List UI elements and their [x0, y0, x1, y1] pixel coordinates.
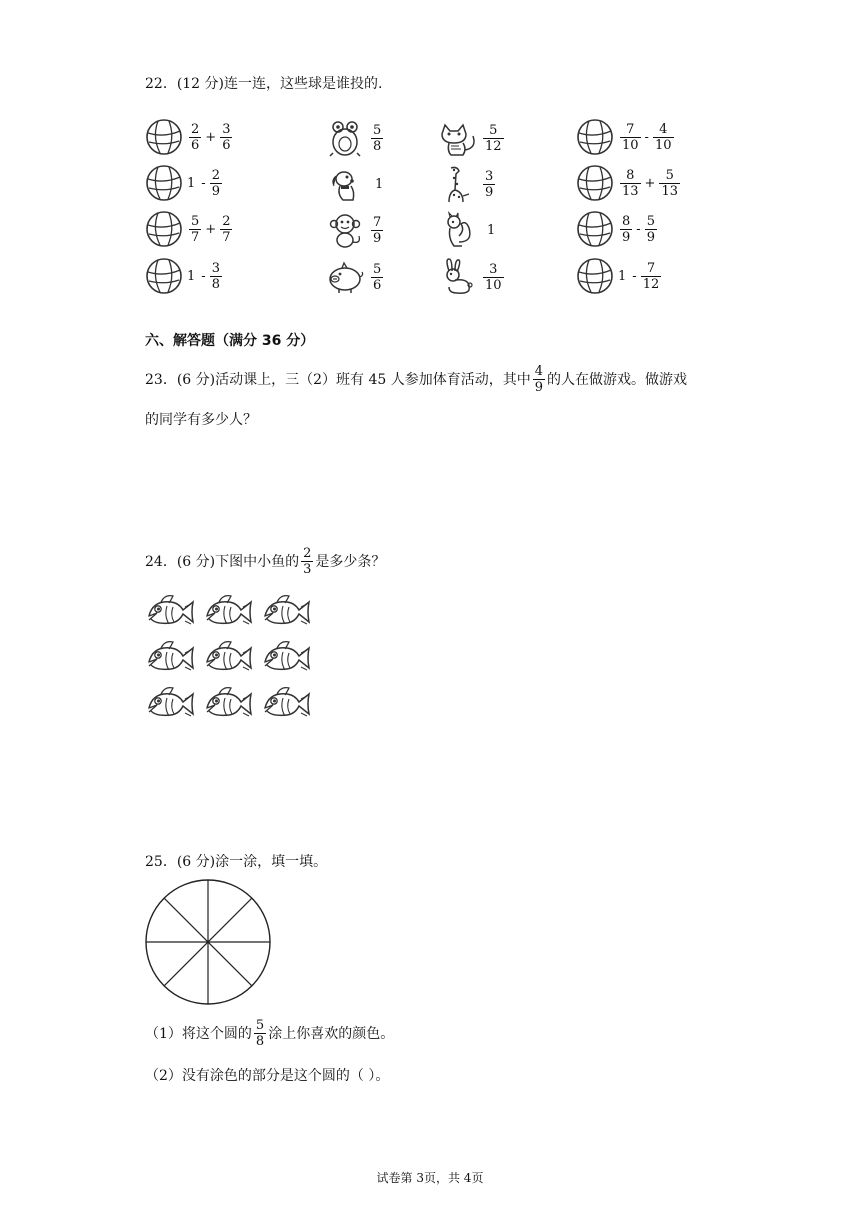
fraction-numerator: 2	[211, 167, 220, 183]
fraction-numerator: 5	[646, 213, 655, 229]
expr-fraction	[220, 122, 232, 153]
fish-icon	[203, 592, 253, 638]
expr-fraction	[641, 261, 662, 292]
q24-question	[145, 546, 385, 577]
animal-item[interactable]	[325, 118, 385, 158]
fish	[203, 592, 253, 642]
ball-item-right[interactable]	[576, 257, 663, 295]
fraction-denominator: 8	[211, 276, 220, 292]
expr-fraction	[220, 214, 232, 245]
fraction-numerator: 7	[626, 121, 635, 137]
q24-fraction	[301, 546, 313, 577]
fraction-numerator: 2	[303, 546, 312, 561]
operator: -	[644, 129, 649, 145]
fish	[203, 638, 253, 688]
animal-item[interactable]	[325, 164, 383, 204]
fraction-denominator: 13	[622, 183, 639, 199]
fraction-denominator: 9	[373, 230, 382, 246]
operator: -	[636, 221, 641, 237]
expr-integer: 1	[187, 175, 196, 191]
fraction-denominator: 10	[485, 277, 502, 293]
fraction-numerator: 4	[659, 121, 668, 137]
fraction-denominator: 10	[654, 137, 672, 153]
dog-icon	[325, 164, 365, 204]
expr-fraction	[210, 261, 222, 292]
q23-text-after: 的人在做游戏。做游戏	[547, 371, 687, 388]
expr-fraction	[620, 214, 632, 245]
fraction-denominator: 9	[534, 380, 543, 395]
basketball-icon	[145, 164, 183, 202]
expr-fraction	[189, 214, 201, 245]
divided-circle	[143, 877, 273, 1007]
q25-item1-before: （1）将这个圆的	[145, 1025, 252, 1042]
expr-fraction	[620, 168, 641, 199]
ball-item-right[interactable]	[576, 210, 659, 248]
fish-icon	[261, 638, 311, 684]
giraffe-icon	[437, 164, 477, 204]
fish-grid	[145, 592, 315, 732]
monkey-icon	[325, 210, 365, 250]
fraction-numerator: 5	[665, 167, 674, 183]
fish-icon	[261, 684, 311, 730]
fraction-numerator: 8	[622, 213, 631, 229]
fish-icon	[203, 638, 253, 684]
fish	[203, 684, 253, 734]
fraction-numerator: 3	[485, 168, 494, 184]
animal-item[interactable]	[437, 257, 506, 297]
fraction-denominator: 7	[222, 229, 231, 245]
fraction-numerator: 2	[222, 213, 231, 229]
expr-fraction	[620, 122, 641, 153]
fish-icon	[203, 684, 253, 730]
fraction-numerator: 5	[373, 122, 382, 138]
fraction-denominator: 12	[642, 276, 660, 292]
squirrel-icon	[437, 210, 477, 250]
fraction-numerator: 5	[489, 122, 498, 138]
fraction-numerator: 3	[211, 260, 220, 276]
operator: +	[644, 175, 656, 191]
rabbit-icon	[437, 257, 477, 297]
animal-fraction	[371, 123, 383, 154]
expr-fraction	[189, 122, 201, 153]
q25-fraction	[254, 1018, 266, 1049]
animal-item[interactable]	[325, 210, 385, 250]
fish-icon	[145, 684, 195, 730]
animal-item[interactable]	[325, 257, 385, 297]
fraction-numerator: 2	[191, 121, 200, 137]
fraction-denominator: 6	[222, 137, 231, 153]
operator: -	[201, 268, 206, 284]
q24-text-before: 24．(6 分)下图中小鱼的	[145, 553, 300, 570]
fraction-denominator: 8	[255, 1034, 265, 1049]
basketball-icon	[145, 210, 183, 248]
fraction-numerator: 5	[191, 213, 200, 229]
fish-icon	[145, 638, 195, 684]
fraction-denominator: 9	[211, 183, 220, 199]
animal-fraction	[483, 123, 504, 154]
q23-line2: 的同学有多少人？	[145, 412, 257, 428]
basketball-icon	[576, 257, 614, 295]
operator: +	[205, 221, 217, 237]
ball-item-left[interactable]	[145, 257, 224, 295]
fraction-denominator: 7	[191, 229, 200, 245]
page-footer: 试卷第 3页，共 4页	[376, 1171, 484, 1185]
ball-item-right[interactable]	[576, 164, 682, 202]
fraction-denominator: 10	[622, 137, 639, 153]
animal-item[interactable]	[437, 118, 506, 158]
animal-fraction	[483, 262, 504, 293]
animal-integer: 1	[487, 222, 496, 238]
expr-fraction	[645, 214, 657, 245]
basketball-icon	[576, 210, 614, 248]
animal-integer: 1	[375, 176, 384, 192]
frog-icon	[325, 118, 365, 158]
fish	[145, 684, 195, 734]
q22-title: 22．(12 分)连一连，这些球是谁投的.	[145, 76, 383, 92]
fraction-numerator: 3	[222, 121, 231, 137]
fraction-denominator: 6	[373, 277, 382, 293]
expr-fraction	[659, 168, 680, 199]
q23-text-before: 23．(6 分)活动课上，三（2）班有 45 人参加体育活动，其中	[145, 371, 531, 388]
q23-fraction	[533, 364, 545, 395]
ball-item-left[interactable]	[145, 164, 224, 202]
fraction-numerator: 5	[255, 1018, 265, 1033]
expr-integer: 1	[618, 268, 627, 284]
pig-icon	[325, 257, 365, 297]
section-heading: 六、解答题（满分 36 分）	[145, 333, 315, 349]
animal-item[interactable]	[437, 164, 497, 204]
fraction-denominator: 3	[303, 562, 312, 577]
q23-line1	[145, 364, 687, 395]
fish	[145, 592, 195, 642]
animal-fraction	[483, 169, 495, 200]
ball-item-left[interactable]	[145, 118, 234, 156]
fraction-denominator: 13	[661, 183, 678, 199]
q24-text-after: 是多少条？	[315, 553, 386, 570]
fraction-numerator: 7	[373, 214, 382, 230]
q25-title: 25．(6 分)涂一涂，填一填。	[145, 854, 328, 870]
operator: +	[205, 129, 217, 145]
q25-item1-after: 涂上你喜欢的颜色。	[268, 1025, 395, 1042]
ball-item-left[interactable]	[145, 210, 234, 248]
fraction-numerator: 5	[373, 261, 382, 277]
fraction-denominator: 9	[622, 229, 631, 245]
fraction-denominator: 12	[485, 138, 502, 154]
fraction-numerator: 3	[489, 261, 498, 277]
fraction-numerator: 7	[646, 260, 656, 276]
animal-fraction	[371, 215, 383, 246]
fraction-denominator: 8	[373, 138, 382, 154]
fish	[261, 592, 311, 642]
basketball-icon	[576, 118, 614, 156]
ball-item-right[interactable]	[576, 118, 676, 156]
expr-fraction	[210, 168, 222, 199]
animal-item[interactable]	[437, 210, 495, 250]
expr-fraction	[653, 122, 674, 153]
q25-item2: （2）没有涂色的部分是这个圆的（ ）。	[145, 1068, 390, 1084]
fraction-denominator: 6	[191, 137, 200, 153]
fraction-denominator: 9	[485, 184, 494, 200]
expr-integer: 1	[187, 268, 196, 284]
fish	[145, 638, 195, 688]
operator: -	[632, 268, 637, 284]
fraction-numerator: 8	[626, 167, 635, 183]
cat-icon	[437, 118, 477, 158]
basketball-icon	[145, 257, 183, 295]
basketball-icon	[576, 164, 614, 202]
fish	[261, 684, 311, 734]
fraction-numerator: 4	[534, 364, 543, 379]
animal-fraction	[371, 262, 383, 293]
fish	[261, 638, 311, 688]
q25-item1	[145, 1018, 394, 1049]
fraction-denominator: 9	[646, 229, 655, 245]
fish-icon	[261, 592, 311, 638]
basketball-icon	[145, 118, 183, 156]
operator: -	[201, 175, 206, 191]
fish-icon	[145, 592, 195, 638]
